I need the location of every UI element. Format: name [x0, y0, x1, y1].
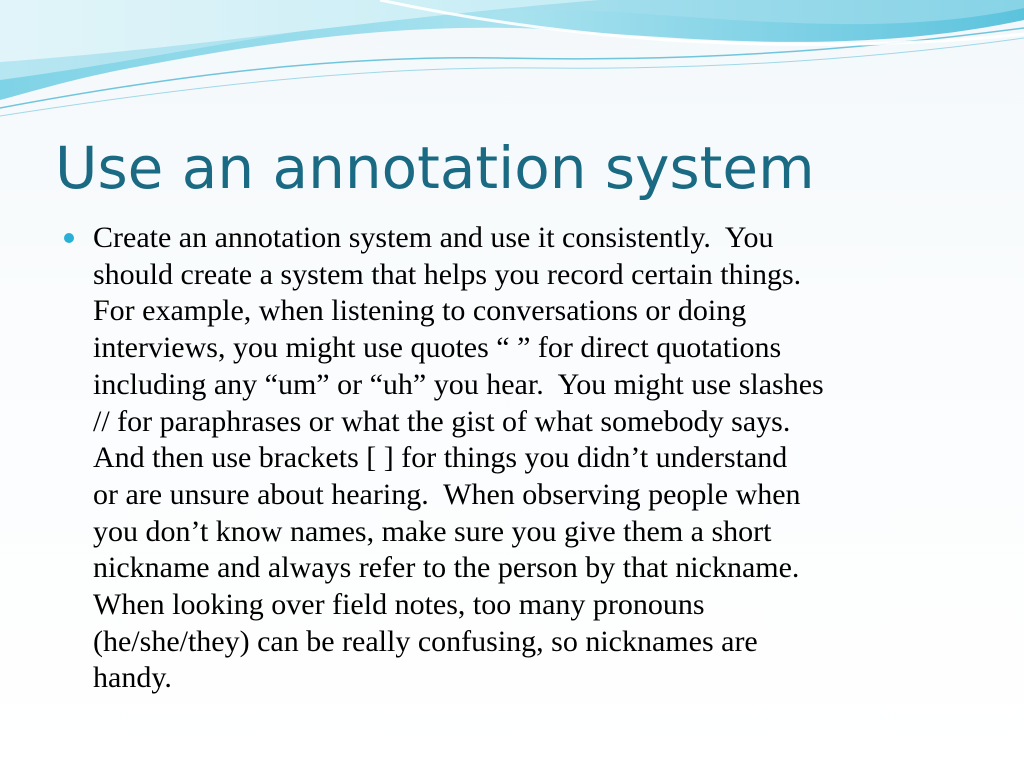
bullet-text — [93, 220, 980, 697]
slide-body — [60, 220, 980, 697]
decorative-wave-header — [0, 0, 1024, 130]
body-line: And then use brackets [ ] for things you didn’t understand — [93, 441, 788, 475]
body-line: (he/she/they) can be really confusing, so nicknames are — [93, 624, 758, 658]
body-line: When looking over field notes, too many pronouns — [93, 588, 705, 622]
bullet-dot-icon — [64, 233, 74, 243]
body-line: handy. — [93, 661, 172, 695]
body-line: should create a system that helps you record certain things. — [93, 257, 802, 291]
body-line: or are unsure about hearing. When observing people when — [93, 477, 801, 511]
body-line: nickname and always refer to the person by that nickname. — [93, 551, 800, 585]
body-line: Create an annotation system and use it consistently. You — [93, 221, 774, 254]
body-line: interviews, you might use quotes “ ” for direct quotations — [93, 331, 782, 365]
bullet-item — [60, 220, 980, 697]
body-line: you don’t know names, make sure you give them a short — [93, 514, 772, 548]
slide-title: Use an annotation system — [55, 134, 815, 202]
body-line: including any “um” or “uh” you hear. You might use slashes — [93, 367, 824, 401]
body-line: For example, when listening to conversations or doing — [93, 294, 747, 328]
body-line: // for paraphrases or what the gist of what somebody says. — [93, 404, 791, 438]
